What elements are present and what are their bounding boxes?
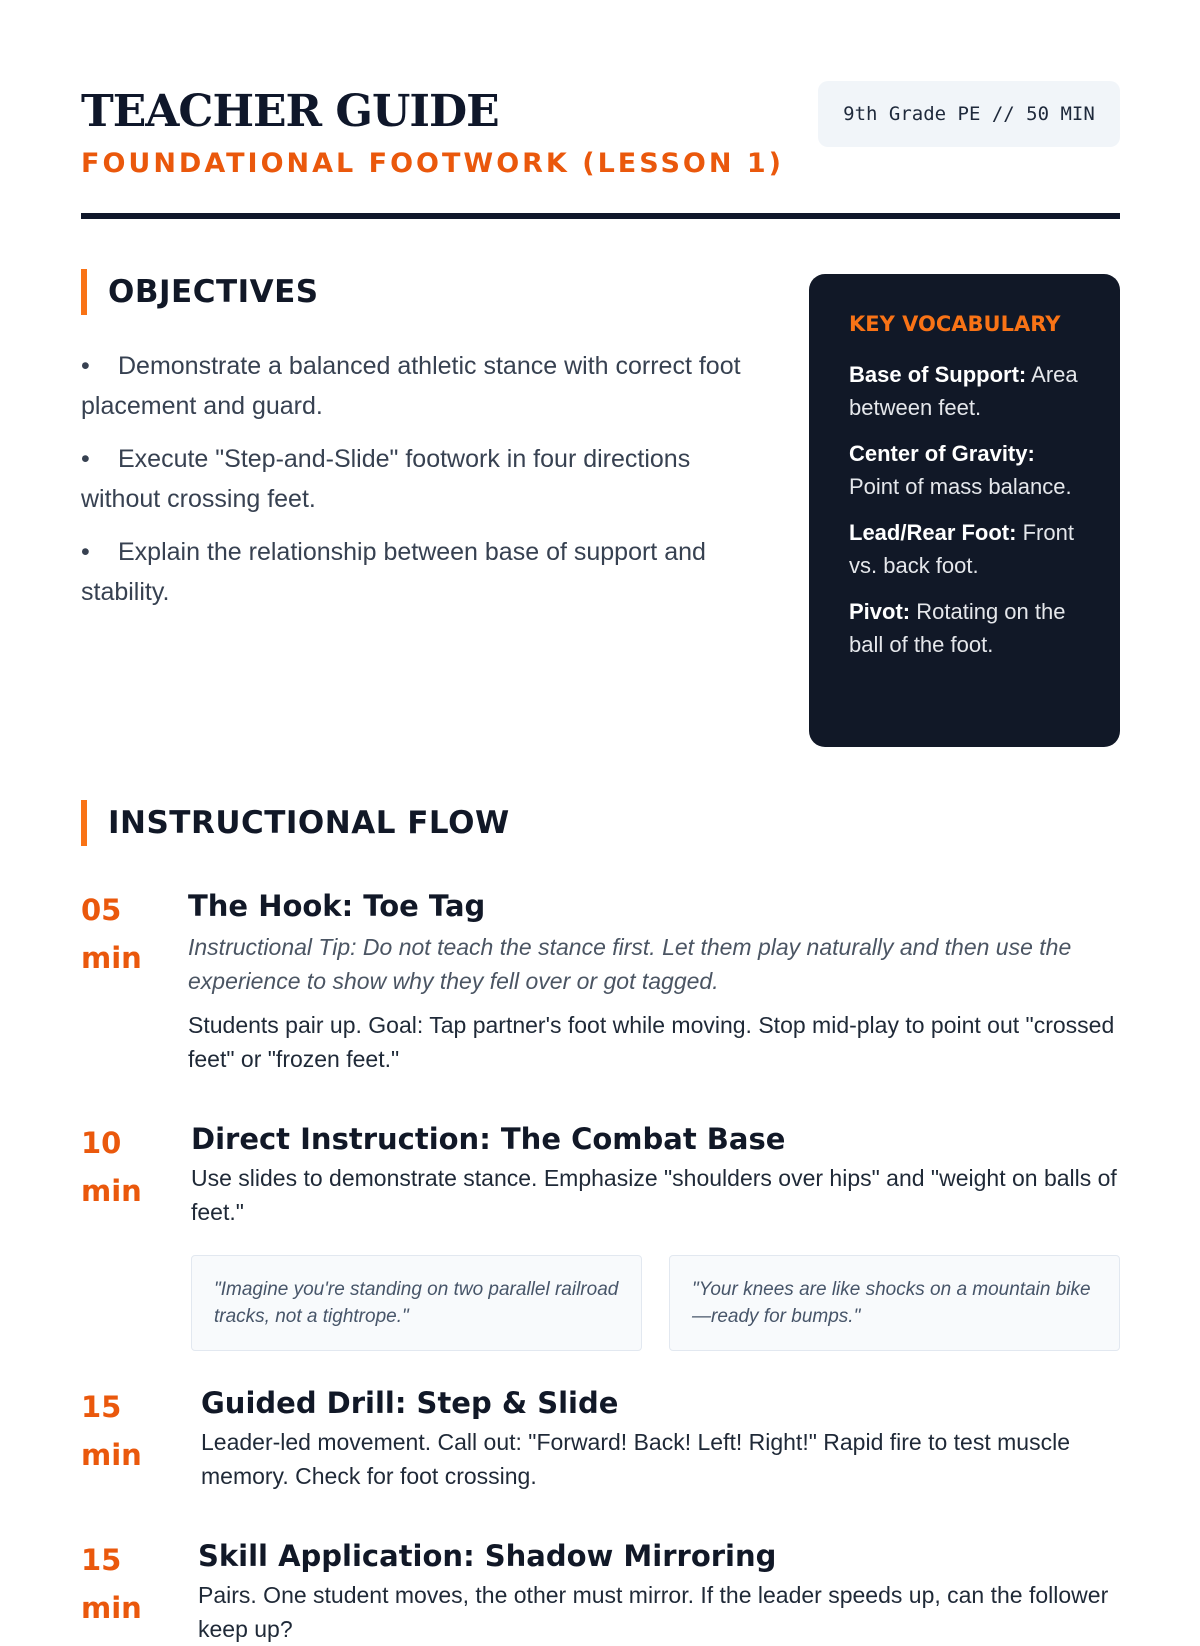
vocabulary-definition: Front vs. back foot. (849, 520, 1074, 578)
vocabulary-definition: Rotating on the ball of the foot. (849, 599, 1066, 657)
list-item (81, 532, 761, 612)
objectives-section-heading (81, 269, 319, 315)
step-description: Students pair up. Goal: Tap partner's foot while moving. Stop mid-play to point out "crossed feet" or "frozen feet." (188, 1012, 1115, 1072)
cue-quote: "Imagine you're standing on two parallel railroad tracks, not a tightrope." (191, 1255, 642, 1351)
vocabulary-item (849, 437, 1080, 503)
objective-text: Execute "Step-and-Slide" footwork in four directions without crossing feet. (81, 445, 691, 513)
step-description: Pairs. One student moves, the other must mirror. If the leader speeds up, can the follower keep up? (198, 1582, 1109, 1642)
list-item (81, 346, 761, 426)
objectives-list (81, 346, 761, 625)
grade-duration-badge: 9th Grade PE // 50 MIN (818, 81, 1120, 147)
teaching-cues (191, 1255, 1120, 1351)
step-duration (81, 1383, 181, 1479)
instructional-tip: Instructional Tip: Do not teach the stance first. Let them play naturally and then use the experience to show why they fell over or got tagged. (188, 934, 1072, 994)
step-body (198, 1536, 1120, 1646)
step-body (201, 1383, 1120, 1493)
vocabulary-term: Pivot: (849, 599, 911, 624)
vocabulary-item (849, 595, 1080, 661)
vocabulary-definition: Area between feet. (849, 362, 1078, 420)
list-item (81, 439, 761, 519)
section-accent-bar (81, 269, 87, 315)
header-divider (81, 213, 1120, 219)
duration-unit: min (81, 1591, 142, 1625)
vocabulary-definition: Point of mass balance. (849, 474, 1072, 499)
step-body (188, 886, 1120, 1076)
objective-text: Explain the relationship between base of support and stability. (81, 538, 706, 606)
cue-quote: "Your knees are like shocks on a mountain bike—ready for bumps." (669, 1255, 1120, 1351)
lesson-subtitle: FOUNDATIONAL FOOTWORK (LESSON 1) (81, 148, 784, 179)
section-accent-bar (81, 800, 87, 846)
vocabulary-term: Lead/Rear Foot: (849, 520, 1017, 545)
vocabulary-term: Center of Gravity: (849, 441, 1035, 466)
duration-unit: min (81, 941, 142, 975)
vocabulary-item (849, 358, 1080, 424)
step-duration (81, 886, 181, 982)
objectives-heading: OBJECTIVES (108, 274, 319, 310)
step-body (191, 1119, 1120, 1351)
key-vocabulary-box (809, 274, 1120, 747)
step-title: Guided Drill: Step & Slide (201, 1386, 619, 1420)
step-description: Leader-led movement. Call out: "Forward! Back! Left! Right!" Rapid fire to test muscle memory. Check for foot crossing. (201, 1429, 1070, 1489)
step-title: Direct Instruction: The Combat Base (191, 1122, 786, 1156)
step-title: Skill Application: Shadow Mirroring (198, 1539, 777, 1573)
duration-value: 15 (81, 1390, 122, 1424)
vocabulary-item (849, 516, 1080, 582)
vocabulary-heading: KEY VOCABULARY (849, 312, 1061, 336)
step-description: Use slides to demonstrate stance. Emphasize "shoulders over hips" and "weight on balls of feet." (191, 1165, 1117, 1225)
duration-unit: min (81, 1174, 142, 1208)
teacher-guide-page (81, 0, 1120, 1642)
bullet-icon: • (81, 352, 90, 380)
duration-value: 05 (81, 893, 122, 927)
step-duration (81, 1119, 181, 1215)
flow-heading: INSTRUCTIONAL FLOW (108, 805, 510, 841)
duration-value: 10 (81, 1126, 122, 1160)
duration-value: 15 (81, 1543, 122, 1577)
step-duration (81, 1536, 181, 1632)
objective-text: Demonstrate a balanced athletic stance with correct foot placement and guard. (81, 352, 741, 420)
flow-section-heading (81, 800, 510, 846)
vocabulary-term: Base of Support: (849, 362, 1027, 387)
step-title: The Hook: Toe Tag (188, 889, 486, 923)
page-title: TEACHER GUIDE (81, 86, 499, 137)
bullet-icon: • (81, 538, 90, 566)
bullet-icon: • (81, 445, 90, 473)
duration-unit: min (81, 1438, 142, 1472)
